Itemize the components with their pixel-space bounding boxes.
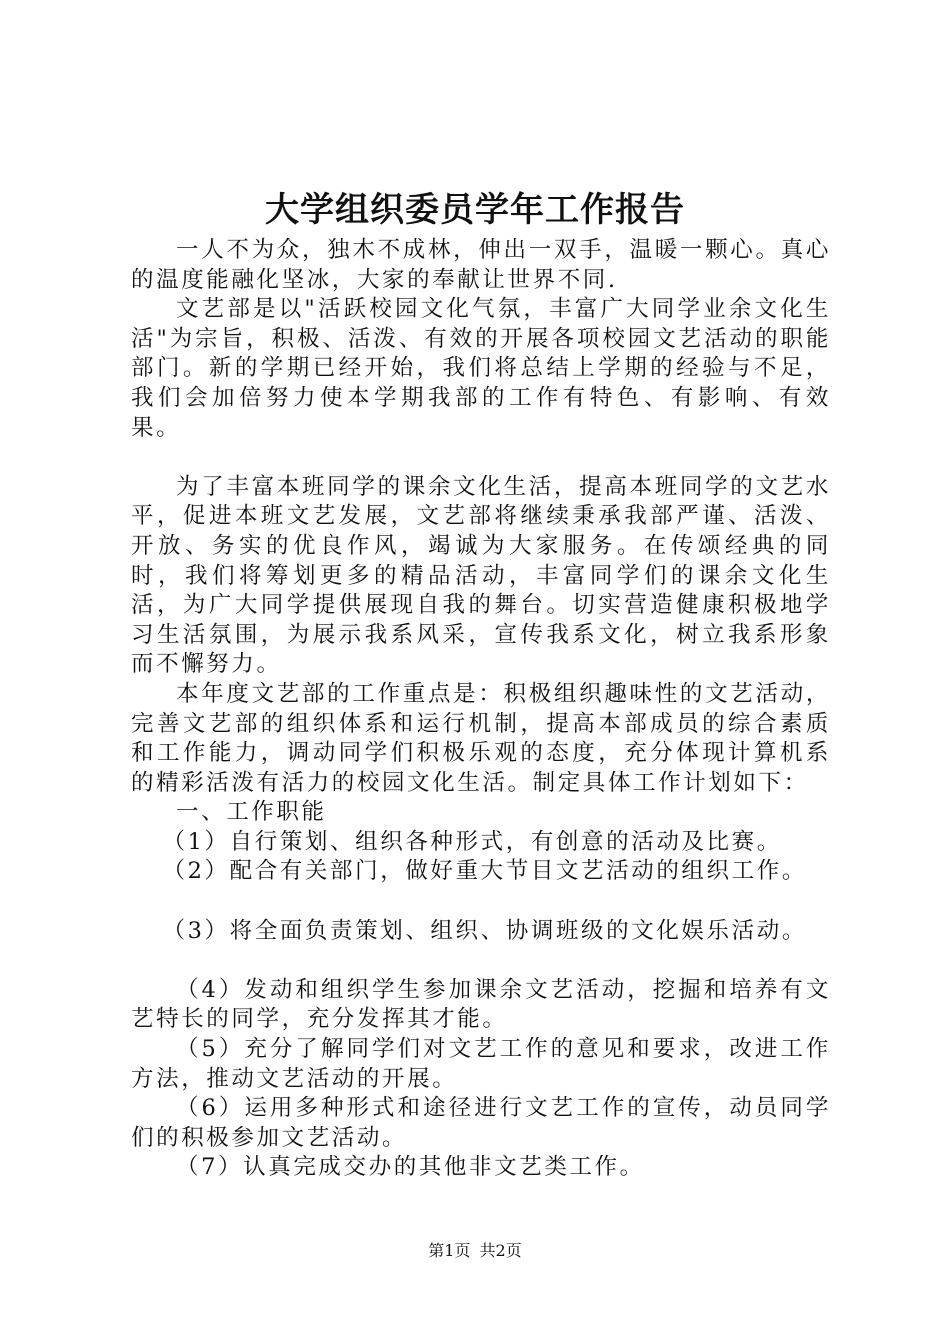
list-item: （3）将全面负责策划、组织、协调班级的文化娱乐活动。 [162, 917, 807, 944]
document-title: 大学组织委员学年工作报告 [265, 190, 685, 230]
paragraph-department: 文艺部是以"活跃校园文化气氛，丰富广大同学业余文化生活"为宗旨，积极、活泼、有效的开展各项校园文艺活动的职能部门。新的学期已经开始，我们将总结上学期的经验与不足，我们会加倍努力使本学期我部的工作有特色、有影响、有效果。 [131, 296, 831, 441]
list-item: （1）自行策划、组织各种形式，有创意的活动及比赛。 [162, 828, 782, 855]
paragraph-intro: 一人不为众，独木不成林，伸出一双手，温暖一颗心。真心的温度能融化坚冰，大家的奉献让世界不同. [131, 237, 831, 293]
paragraph-focus: 本年度文艺部的工作重点是：积极组织趣味性的文艺活动，完善文艺部的组织体系和运行机制，提高本部成员的综合素质和工作能力，调动同学们积极乐观的态度，充分体现计算机系的精彩活泼有活力的校园文化生活。制定具体工作计划如下： [131, 680, 831, 796]
list-item: （5）充分了解同学们对文艺工作的意见和要求，改进工作方法，推动文艺活动的开展。 [131, 1036, 831, 1092]
paragraph-goals: 为了丰富本班同学的课余文化生活，提高本班同学的文艺水平，促进本班文艺发展，文艺部将继续秉承我部严谨、活泼、开放、务实的优良作风，竭诚为大家服务。在传颂经典的同时，我们将筹划更多的精品活动，丰富同学们的课余文化生活，为广大同学提供展现自我的舞台。切实营造健康积极地学习生活氛围，为展示我系风采，宣传我系文化，树立我系形象而不懈努力。 [131, 473, 831, 678]
list-item: （7）认真完成交办的其他非文艺类工作。 [176, 1154, 645, 1181]
section-heading: 一、工作职能 [176, 799, 327, 826]
list-item: （6）运用多种形式和途径进行文艺工作的宣传，动员同学们的积极参加文艺活动。 [131, 1095, 831, 1151]
page-number: 第1页 [428, 1241, 471, 1260]
document-body [131, 236, 831, 1183]
page-footer [0, 1240, 950, 1262]
page-total: 共2页 [479, 1241, 522, 1260]
list-item: （2）配合有关部门，做好重大节目文艺活动的组织工作。 [162, 858, 807, 885]
list-item: （4）发动和组织学生参加课余文艺活动，挖掘和培养有文艺特长的同学，充分发挥其才能。 [131, 976, 831, 1033]
